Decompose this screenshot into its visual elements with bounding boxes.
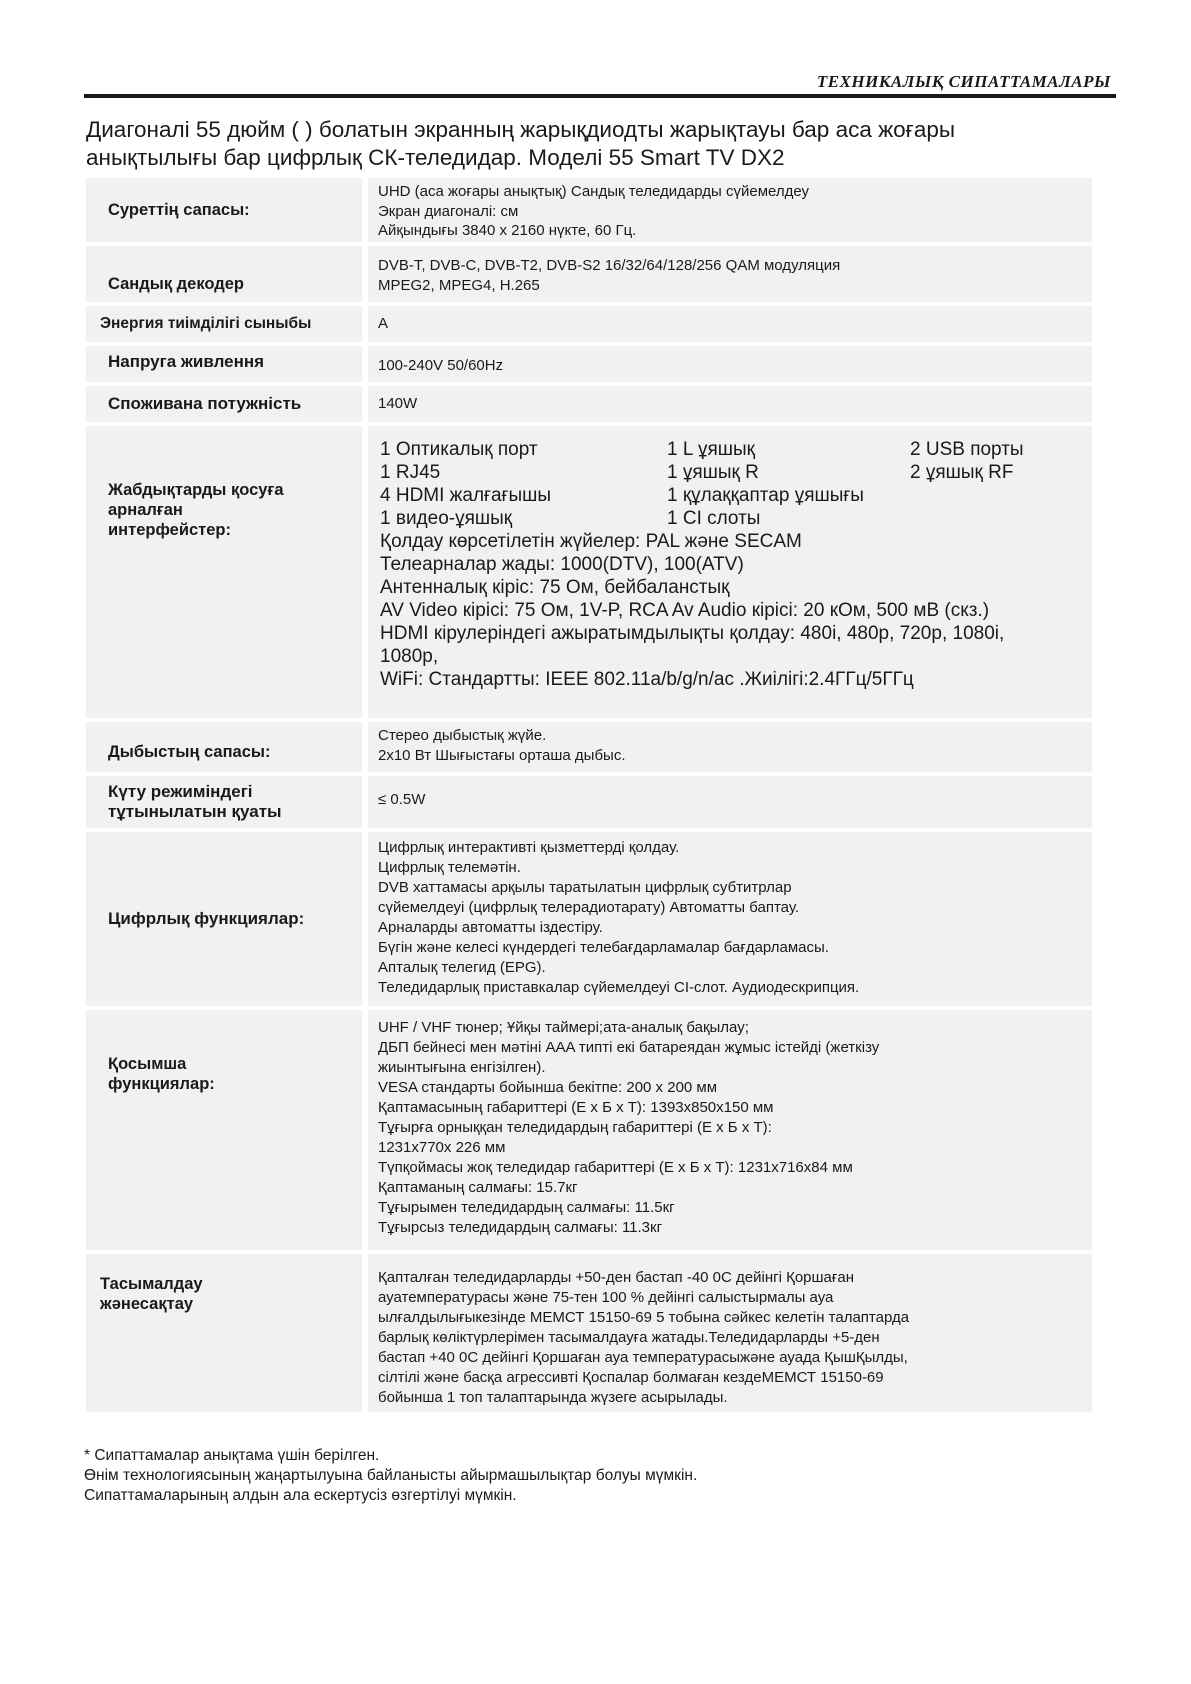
spec-label: Суреттің сапасы:	[86, 178, 362, 242]
spec-line: Бүгін және келесі күндердегі телебағдарламалар бағдарламасы.	[378, 939, 829, 956]
spec-label	[86, 776, 362, 828]
spec-value	[368, 1010, 1092, 1250]
port-item: 1 L ұяшық	[667, 439, 755, 460]
spec-line: жиынтығына енгізілген).	[378, 1059, 546, 1076]
spec-row-power	[86, 386, 1092, 422]
spec-line: 1231x770x 226 мм	[378, 1139, 506, 1156]
spec-label	[86, 1010, 362, 1250]
spec-value	[368, 1254, 1092, 1412]
footnote	[84, 1446, 697, 1506]
spec-row-transport	[86, 1254, 1092, 1412]
spec-line: DVB хаттамасы арқылы таратылатын цифрлық субтитрлар	[378, 879, 792, 896]
spec-label: Дыбыстың сапасы:	[86, 722, 362, 772]
spec-label	[86, 426, 362, 718]
spec-row-standby	[86, 776, 1092, 828]
spec-row-sound	[86, 722, 1092, 772]
port-item	[910, 507, 1082, 530]
port-item: 1 құлаққаптар ұяшығы	[667, 485, 864, 506]
port-item: 4 HDMI жалғағышы	[380, 485, 552, 506]
port-item: 1 CI слоты	[667, 508, 761, 529]
spec-label-line: интерфейстер:	[108, 521, 231, 539]
spec-line: Қапталған теледидарларды +50-ден бастап -40 0С дейінгі Қоршаған	[378, 1269, 854, 1286]
port-item: 2 ұяшық RF	[910, 462, 1014, 483]
spec-line: AV Video кірісі: 75 Ом, 1V-P, RCA Av Audio кірісі: 20 кОм, 500 мВ (скз.)	[380, 600, 990, 621]
spec-line: Түпқоймасы жоқ теледидар габариттері (Е х Б х Т): 1231x716x84 мм	[378, 1159, 853, 1176]
spec-value: ≤ 0.5W	[368, 776, 1092, 828]
footnote-line: Өнім технологиясының жаңартылуына байланысты айырмашылықтар болуы мүмкін.	[84, 1467, 698, 1484]
spec-line: Тұғырсыз теледидардың салмағы: 11.3кг	[378, 1219, 663, 1236]
spec-line: Тұғырға орныққан теледидардың габариттері (Е х Б х Т):	[378, 1119, 772, 1136]
port-item: 2 USB порты	[910, 439, 1024, 460]
spec-line: ауатемпературасы және 75-тен 100 % дейінгі салыстырмалы ауа	[378, 1289, 834, 1306]
spec-value: A	[368, 306, 1092, 342]
spec-label-line: Қосымша	[108, 1055, 187, 1073]
spec-label: Энергия тиімділігі сыныбы	[86, 306, 362, 342]
spec-line: Цифрлық интерактивті қызметтерді қолдау.	[378, 839, 680, 856]
spec-label	[86, 1254, 362, 1412]
spec-value	[368, 832, 1092, 1006]
spec-line: ылғалдылығыкезінде МЕМСТ 15150-69 5 тобына сәйкес келетін талаптарда	[378, 1309, 910, 1326]
spec-value: 140W	[368, 386, 1092, 422]
header-rule	[84, 94, 1116, 98]
spec-line: MPEG2, MPEG4, H.265	[378, 276, 540, 294]
spec-line: 2х10 Вт Шығыстағы орташа дыбыс.	[378, 746, 626, 764]
spec-line: барлық көліктүрлерімен тасымалдауға жатады.Теледидарларды +5-ден	[378, 1329, 880, 1346]
spec-line: Қаптаманың салмағы: 15.7кг	[378, 1179, 578, 1196]
spec-line: VESA стандарты бойынша бекітпе: 200 x 200 мм	[378, 1079, 718, 1096]
spec-line: Қолдау көрсетілетін жүйелер: PAL және SECAM	[380, 531, 802, 552]
spec-value: 100-240V 50/60Hz	[368, 346, 1092, 382]
footnote-line: Сипаттамаларының алдын ала ескертусіз өзгертілуі мүмкін.	[84, 1487, 517, 1504]
spec-label-line: Күту режиміндегі	[108, 782, 253, 801]
spec-row-interfaces	[86, 426, 1092, 718]
spec-line: 1080р,	[380, 646, 439, 667]
spec-row-digital	[86, 832, 1092, 1006]
spec-line: Антенналық кіріс: 75 Ом, бейбаланстық	[380, 577, 730, 598]
spec-line: Теледидарлық приставкалар сүйемелдеуі CI-слот. Аудиодескрипция.	[378, 979, 860, 996]
footnote-line: * Сипаттамалар анықтама үшін берілген.	[84, 1447, 380, 1464]
section-title: ТЕХНИКАЛЫҚ СИПАТТАМАЛАРЫ	[816, 72, 1111, 91]
spec-row-voltage	[86, 346, 1092, 382]
spec-line: UHD (аса жоғары анықтық) Сандық теледидарды сүйемелдеу	[378, 183, 810, 200]
spec-label-line: жәнесақтау	[100, 1295, 194, 1313]
document-title	[86, 116, 1116, 172]
spec-label: Напруга живлення	[86, 346, 362, 382]
spec-line: Айқындығы 3840 x 2160 нүкте, 60 Гц.	[378, 222, 637, 240]
spec-line: Экран диагоналі: см	[378, 202, 519, 220]
spec-line: сүйемелдеуі (цифрлық телерадиотарату) Автоматты баптау.	[378, 899, 799, 916]
spec-label: Цифрлық функциялар:	[86, 832, 362, 1006]
spec-table	[86, 178, 1092, 1416]
spec-line: Стерео дыбыстық жүйе.	[378, 727, 547, 744]
spec-row-energy	[86, 306, 1092, 342]
spec-value	[368, 426, 1092, 718]
spec-line: Апталық телегид (EPG).	[378, 959, 546, 976]
spec-line: Тұғырымен теледидардың салмағы: 11.5кг	[378, 1199, 675, 1216]
port-item: 1 RJ45	[380, 462, 441, 483]
spec-line: DVB-T, DVB-C, DVB-T2, DVB-S2 16/32/64/128/256 QAM модуляция	[378, 257, 841, 274]
port-item: 1 ұяшық R	[667, 462, 759, 483]
spec-line: HDMI кірулеріндегі ажыратымдылықты қолдау: 480і, 480р, 720р, 1080і,	[380, 623, 1005, 644]
spec-line: Цифрлық телемәтін.	[378, 859, 521, 876]
spec-line: UHF / VHF тюнер; Ұйқы таймері;ата-аналық бақылау;	[378, 1019, 749, 1036]
spec-row-decoder	[86, 246, 1092, 302]
spec-label-line: Жабдықтарды қосуға	[108, 481, 284, 499]
title-line: Диагоналі 55 дюйм ( ) болатын экранның жарықдиодты жарықтауы бар аса жоғары	[86, 117, 956, 142]
spec-line: Қаптамасының габариттері (Е х Б х Т): 1393x850x150 мм	[378, 1099, 774, 1116]
spec-row-additional	[86, 1010, 1092, 1250]
port-item: 1 видео-ұяшық	[380, 508, 513, 529]
spec-label-line: функциялар:	[108, 1075, 215, 1093]
spec-label: Сандық декодер	[86, 246, 362, 302]
spec-line: Телеарналар жады: 1000(DTV), 100(ATV)	[380, 554, 744, 575]
spec-line: ДБП бейнесі мен мәтіні AAA типті екі батареядан жұмыс істейді (жеткізу	[378, 1039, 880, 1056]
port-item	[910, 484, 1082, 507]
spec-label-line: арналған	[108, 501, 183, 519]
spec-line: бойынша 1 топ талаптарында жүзеге асырылады.	[378, 1389, 728, 1406]
spec-value	[368, 246, 1092, 302]
port-grid	[380, 438, 1082, 530]
spec-line: бастап +40 0С дейінгі Қоршаған ауа температурасыжәне ауада ҚышҚылды,	[378, 1349, 908, 1366]
title-line: анықтылығы бар цифрлық СК-теледидар. Моделі 55 Smart TV DX2	[86, 145, 785, 170]
spec-line: WiFi: Стандартты: IEEE 802.11a/b/g/n/ac .Жиілігі:2.4ГГц/5ГГц	[380, 669, 914, 690]
spec-label-line: тұтынылатын қуаты	[108, 802, 282, 821]
spec-row-picture	[86, 178, 1092, 242]
spec-label: Споживана потужність	[86, 386, 362, 422]
spec-value	[368, 178, 1092, 242]
spec-value	[368, 722, 1092, 772]
spec-label-line: Тасымалдау	[100, 1275, 203, 1293]
spec-line: сілтілі және басқа агрессивті Қоспалар болмаған кездеМЕМСТ 15150-69	[378, 1369, 884, 1386]
spec-line: Арналарды автоматты іздестіру.	[378, 919, 603, 936]
port-item: 1 Оптикалық порт	[380, 439, 538, 460]
